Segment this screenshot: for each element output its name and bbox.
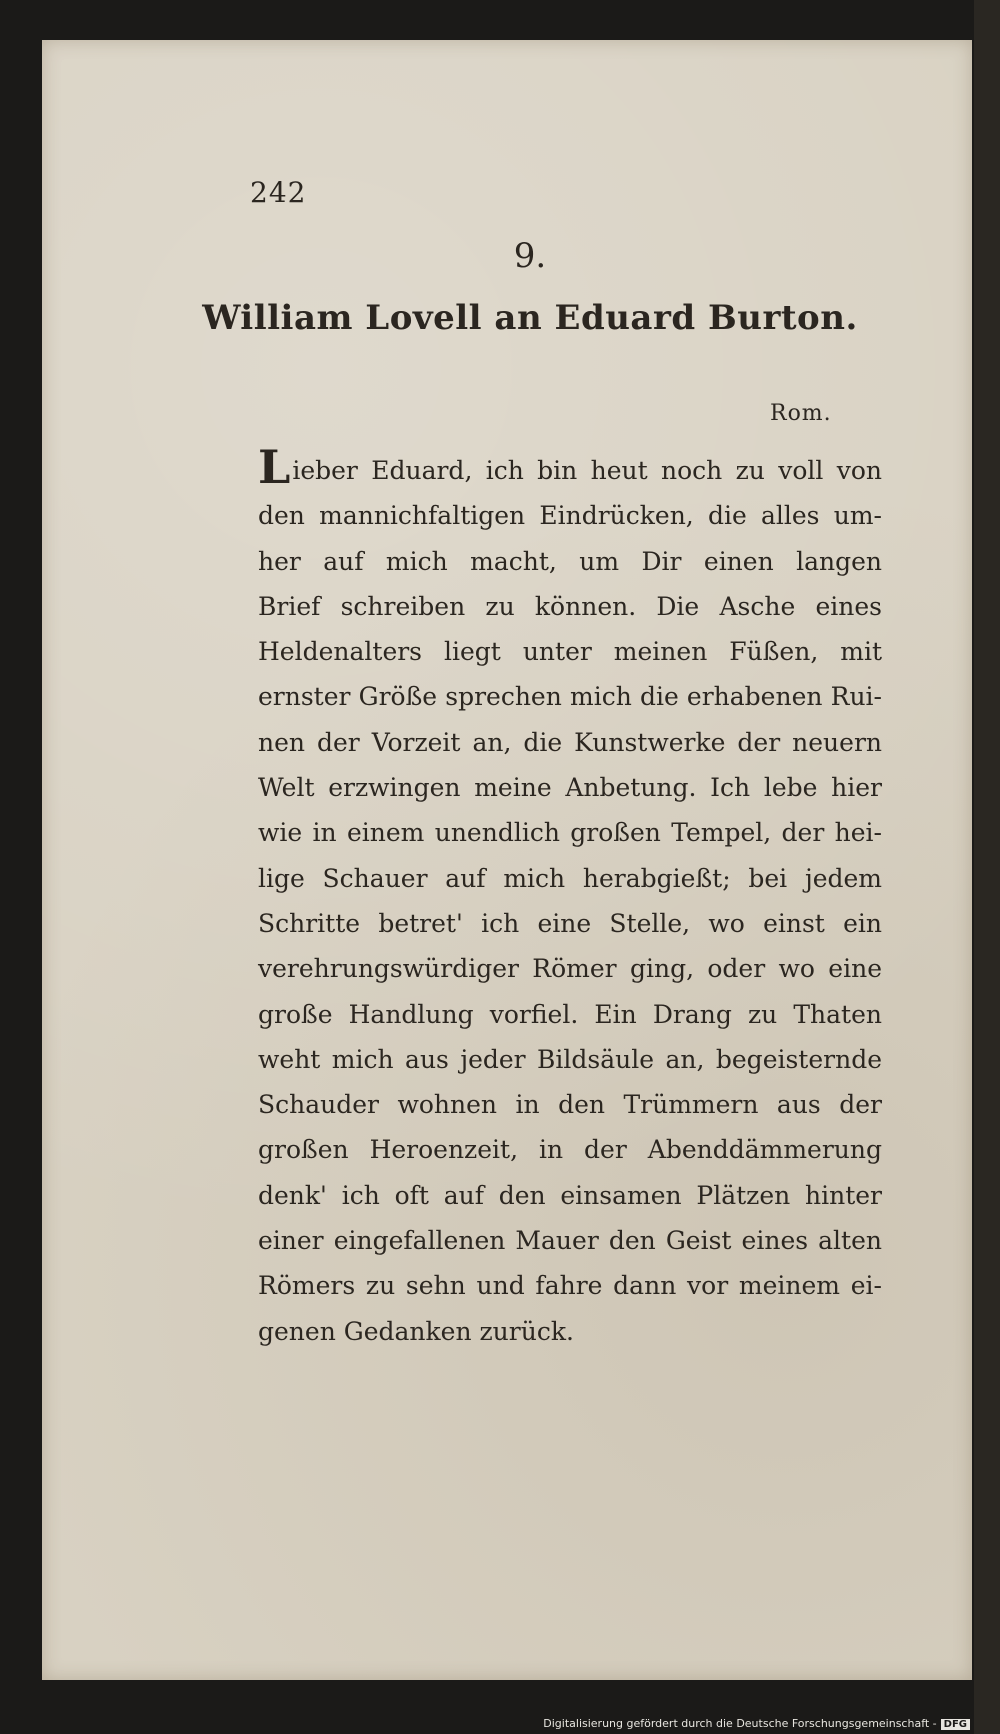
letter-heading: William Lovell an Eduard Burton.	[202, 298, 858, 338]
body-line: Schauder wohnen in den Trümmern aus der	[258, 1090, 882, 1120]
body-line: nen der Vorzeit an, die Kunstwerke der neuern	[258, 727, 882, 757]
digitization-credit	[543, 1717, 970, 1730]
body-line: großen Heroenzeit, in der Abenddämmerung	[258, 1135, 882, 1165]
body-line: Heldenalters liegt unter meinen Füßen, mit	[258, 637, 882, 667]
body-line: ernster Größe sprechen mich die erhabenen Rui-	[258, 682, 882, 712]
body-line: denk' ich oft auf den einsamen Plätzen hinter	[258, 1180, 882, 1210]
dfg-logo: DFG	[941, 1719, 970, 1730]
body-line: her auf mich macht, um Dir einen langen	[258, 546, 882, 576]
body-line: einer eingefallenen Mauer den Geist eines alten	[258, 1226, 882, 1256]
body-line: Brief schreiben zu können. Die Asche eines	[258, 591, 882, 621]
body-line: genen Gedanken zurück.	[258, 1316, 574, 1346]
place-line: Rom.	[770, 401, 832, 426]
body-line: Welt erzwingen meine Anbetung. Ich lebe hier	[258, 773, 882, 803]
body-line: lige Schauer auf mich herabgießt; bei jedem	[258, 863, 882, 893]
letter-number: 9.	[513, 236, 547, 276]
body-line-text: ieber Eduard, ich bin heut noch zu voll von	[292, 456, 882, 485]
body-line: Römers zu sehn und fahre dann vor meinem ei-	[258, 1271, 882, 1301]
body-line	[258, 440, 882, 494]
credit-text: Digitalisierung gefördert durch die Deutsche Forschungsgemeinschaft -	[543, 1717, 937, 1730]
body-line: wie in einem unendlich großen Tempel, der hei-	[258, 818, 882, 848]
body-line: verehrungswürdiger Römer ging, oder wo eine	[258, 954, 882, 984]
drop-cap: L	[258, 440, 291, 494]
body-line: den mannichfaltigen Eindrücken, die alles um-	[258, 501, 882, 531]
body-line: große Handlung vorfiel. Ein Drang zu Thaten	[258, 999, 882, 1029]
body-line: Schritte betret' ich eine Stelle, wo einst ein	[258, 908, 882, 938]
page-number: 242	[250, 176, 307, 209]
letter-body	[258, 440, 882, 1354]
body-line: weht mich aus jeder Bildsäule an, begeisternde	[258, 1044, 882, 1074]
